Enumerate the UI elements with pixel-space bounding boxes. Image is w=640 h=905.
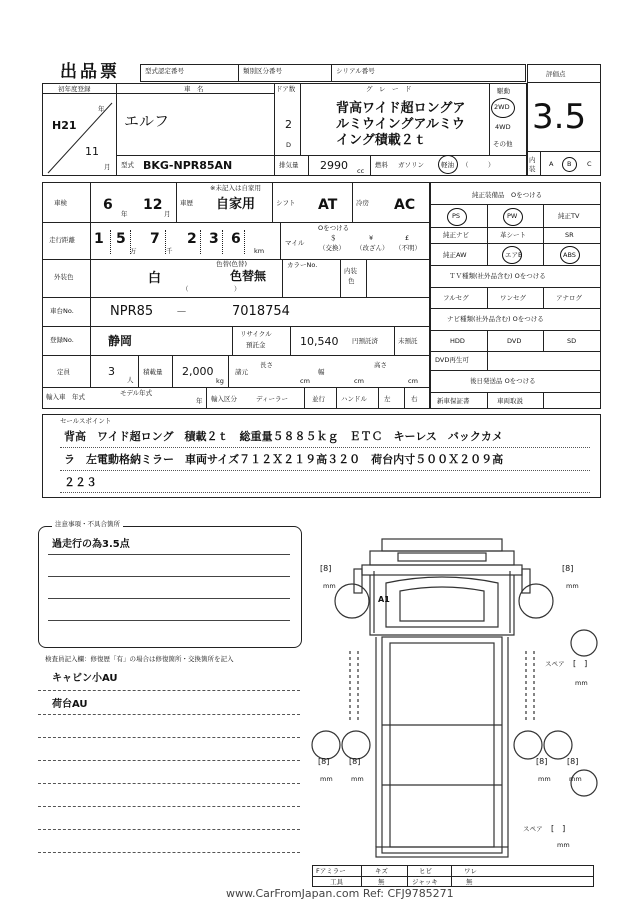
tire-depth-front-left: [8] — [320, 564, 332, 573]
first-reg-month: 11 — [85, 145, 99, 158]
mileage-digit: 5 — [116, 231, 126, 247]
registration-value: 静岡 — [108, 334, 133, 348]
color-change-label: 色替(色替) — [216, 260, 248, 268]
first-reg-label: 初年度登録 — [58, 85, 91, 93]
sales-points-line1: 背高 ワイド超ロング 積載２ｔ 総重量５８８５ｋｇ ＥＴＣ キーレス バックカメ — [64, 430, 503, 443]
handle-left: 左 — [384, 395, 391, 403]
mileage-mark-note: Oをつける — [318, 224, 350, 232]
tire-depth-rear-left-outer: [8] — [318, 757, 330, 766]
first-reg-slash — [42, 93, 116, 176]
registration-label: 登録No. — [50, 336, 74, 344]
doors-label: ドア数 — [276, 85, 296, 93]
spare-label-top: スペア — [545, 660, 565, 668]
grade-line3: イング積載２ｔ — [336, 133, 427, 148]
mileage-digit: 2 — [187, 231, 197, 247]
recycle-paid: 円預託済 — [352, 337, 378, 345]
mileage-exchanged: （交換） — [319, 244, 345, 252]
tv-type-label: ＴＶ種類(社外品含む) Oをつける — [449, 272, 546, 280]
genuine-equipment-label: 純正装備品 Oをつける — [472, 191, 543, 199]
chassis-number: 7018754 — [232, 304, 290, 319]
legend-jack-value: 無 — [466, 878, 473, 886]
drive-2wd: 2WD — [494, 103, 510, 111]
legend-scratch: キズ — [375, 867, 388, 875]
model-code-value: BKG-NPR85AN — [143, 159, 233, 172]
delivery-label: 後日発送品 Oをつける — [470, 377, 536, 385]
mileage-mile: マイル — [285, 239, 305, 247]
inspector-label: 検査員記入欄：修復歴「有」の場合は修復箇所・交換箇所を記入 — [45, 655, 234, 663]
dvd-player: DVD再生可 — [435, 356, 469, 364]
spare-label-bottom: スペア — [523, 825, 543, 833]
tire-depth-rear-left-inner: [8] — [349, 757, 361, 766]
tv-one-seg: ワンセグ — [500, 294, 526, 302]
displacement-value: 2990 — [320, 159, 348, 172]
tv-full-seg: フルセグ — [443, 294, 469, 302]
model-cert-label: 型式認定番号 — [145, 67, 184, 75]
watermark: www.CarFromJapan.com Ref: CFJ9785271 — [226, 887, 454, 900]
history-label: 車歴 — [180, 199, 193, 207]
import-category: 輸入区分 — [211, 395, 237, 403]
category-label: 類別区分番号 — [243, 67, 282, 75]
interior-a: A — [549, 160, 554, 168]
mileage-tampered: （改ざん） — [356, 244, 389, 252]
load-value: 2,000 — [182, 365, 214, 378]
fuel-gasoline: ガソリン — [398, 161, 424, 169]
drive-label: 駆動 — [497, 87, 510, 95]
equip-sr: SR — [565, 231, 574, 239]
handle-right: 右 — [411, 395, 418, 403]
interior-c: C — [587, 160, 592, 168]
parallel: 並行 — [312, 395, 325, 403]
mileage-digit: 1 — [94, 231, 104, 247]
drive-other: その他 — [493, 140, 513, 148]
mileage-digit: 6 — [231, 231, 241, 247]
tire-depth-rear-right-inner: [8] — [536, 757, 548, 766]
recycle-unpaid: 未預託 — [398, 337, 418, 345]
model-code-label: 型式 — [121, 161, 134, 169]
mileage-digit: 7 — [150, 231, 160, 247]
fuel-diesel: 軽油 — [441, 161, 454, 169]
damage-a1: A1 — [378, 595, 390, 604]
sales-points-line3: ２２３ — [64, 476, 97, 489]
capacity-label: 定員 — [57, 368, 70, 376]
car-name-label: 車 名 — [184, 85, 204, 93]
inspection-month: 12 — [143, 197, 163, 213]
model-year-label: モデル年式 — [120, 389, 153, 397]
tv-analog: アナログ — [556, 294, 582, 302]
fuel-label: 燃料 — [375, 161, 388, 169]
dealer: ディーラー — [256, 395, 288, 403]
notes-label: 注意事項・不具合箇所 — [52, 521, 123, 528]
serial-label: シリアル番号 — [336, 67, 375, 75]
equip-tv: 純正TV — [558, 212, 580, 220]
dims-label: 諸元 — [235, 368, 248, 376]
mileage-digit: 3 — [209, 231, 219, 247]
inspection-label: 車検 — [54, 199, 67, 207]
sales-points-label: セールスポイント — [60, 417, 112, 425]
tire-depth-front-right: [8] — [562, 564, 574, 573]
navi-dvd: DVD — [507, 337, 522, 345]
truck-diagram — [300, 525, 600, 865]
drive-4wd: 4WD — [495, 123, 511, 131]
recycle-value: 10,540 — [300, 335, 339, 348]
ac-value: AC — [394, 197, 416, 213]
legend-mirror: Fアミラー — [316, 867, 346, 875]
legend-tools: 工具 — [330, 878, 343, 886]
page-title: 出品票 — [60, 62, 120, 82]
navi-hdd: HDD — [450, 337, 465, 345]
capacity-value: 3 — [108, 365, 115, 378]
inspector-line2: 荷台AU — [52, 699, 88, 710]
legend-jack: ジャッキ — [412, 878, 438, 886]
color-value: 白 — [148, 271, 162, 286]
equip-ps: PS — [452, 212, 461, 220]
ac-label: 冷房 — [356, 199, 369, 207]
delivery-manual: 車両取説 — [497, 397, 523, 405]
car-name-value: エルフ — [124, 112, 170, 130]
legend-tools-value: 無 — [378, 878, 385, 886]
tire-depth-rear-right-outer: [8] — [567, 757, 579, 766]
chassis-prefix: NPR85 — [110, 304, 154, 319]
color-no-label: カラーNo. — [287, 261, 318, 269]
equip-navi: 純正ナビ — [443, 231, 469, 239]
navi-type-label: ナビ種類(社外品含む) Oをつける — [447, 315, 544, 323]
handle: ハンドル — [341, 395, 367, 403]
legend-break: ワレ — [464, 867, 477, 875]
equip-aw: 純正AW — [443, 251, 467, 259]
load-label: 積載量 — [143, 368, 163, 376]
delivery-warranty: 新車保証書 — [437, 397, 470, 405]
displacement-label: 排気量 — [279, 161, 299, 169]
navi-sd: SD — [567, 337, 577, 345]
import-label: 輸入車 年式 — [46, 393, 85, 401]
grade-line1: 背高ワイド超ロングア — [336, 101, 466, 116]
rating-label: 評価点 — [546, 70, 566, 78]
history-value: 自家用 — [216, 197, 256, 212]
shift-value: AT — [318, 197, 338, 213]
sales-points-line2: ラ 左電動格納ミラー 車両サイズ７１２Ｘ２１９高３２０ 荷台内寸５００Ｘ２０９高 — [64, 453, 504, 466]
mileage-unknown: （不明） — [395, 244, 421, 252]
inspector-line1: キャビン小AU — [52, 673, 118, 684]
grade-line2: ルミウイングアルミウ — [336, 117, 465, 132]
equip-leather: 革シート — [500, 231, 526, 239]
notes-line1: 過走行の為3.5点 — [52, 539, 130, 550]
chassis-label: 車台No. — [50, 307, 74, 315]
color-change-value: 色替無 — [230, 269, 267, 283]
equip-abs: ABS — [563, 251, 576, 259]
equip-airbag: エアB — [505, 251, 523, 259]
inspection-year: 6 — [103, 197, 113, 213]
interior-b: B — [567, 160, 572, 168]
color-label: 外装色 — [54, 273, 74, 281]
shift-label: シフト — [276, 199, 296, 207]
legend-crack: ヒビ — [419, 867, 432, 875]
history-note: ※未記入は自家用 — [210, 184, 261, 192]
mileage-label: 走行距離 — [49, 236, 75, 244]
header-codes-box — [140, 64, 526, 82]
rating-value: 3.5 — [532, 97, 587, 137]
doors-value: 2 — [285, 118, 292, 131]
first-reg-era-year: H21 — [52, 119, 77, 132]
grade-label: グ レ ー ド — [366, 85, 412, 93]
equip-pw: PW — [507, 212, 518, 220]
